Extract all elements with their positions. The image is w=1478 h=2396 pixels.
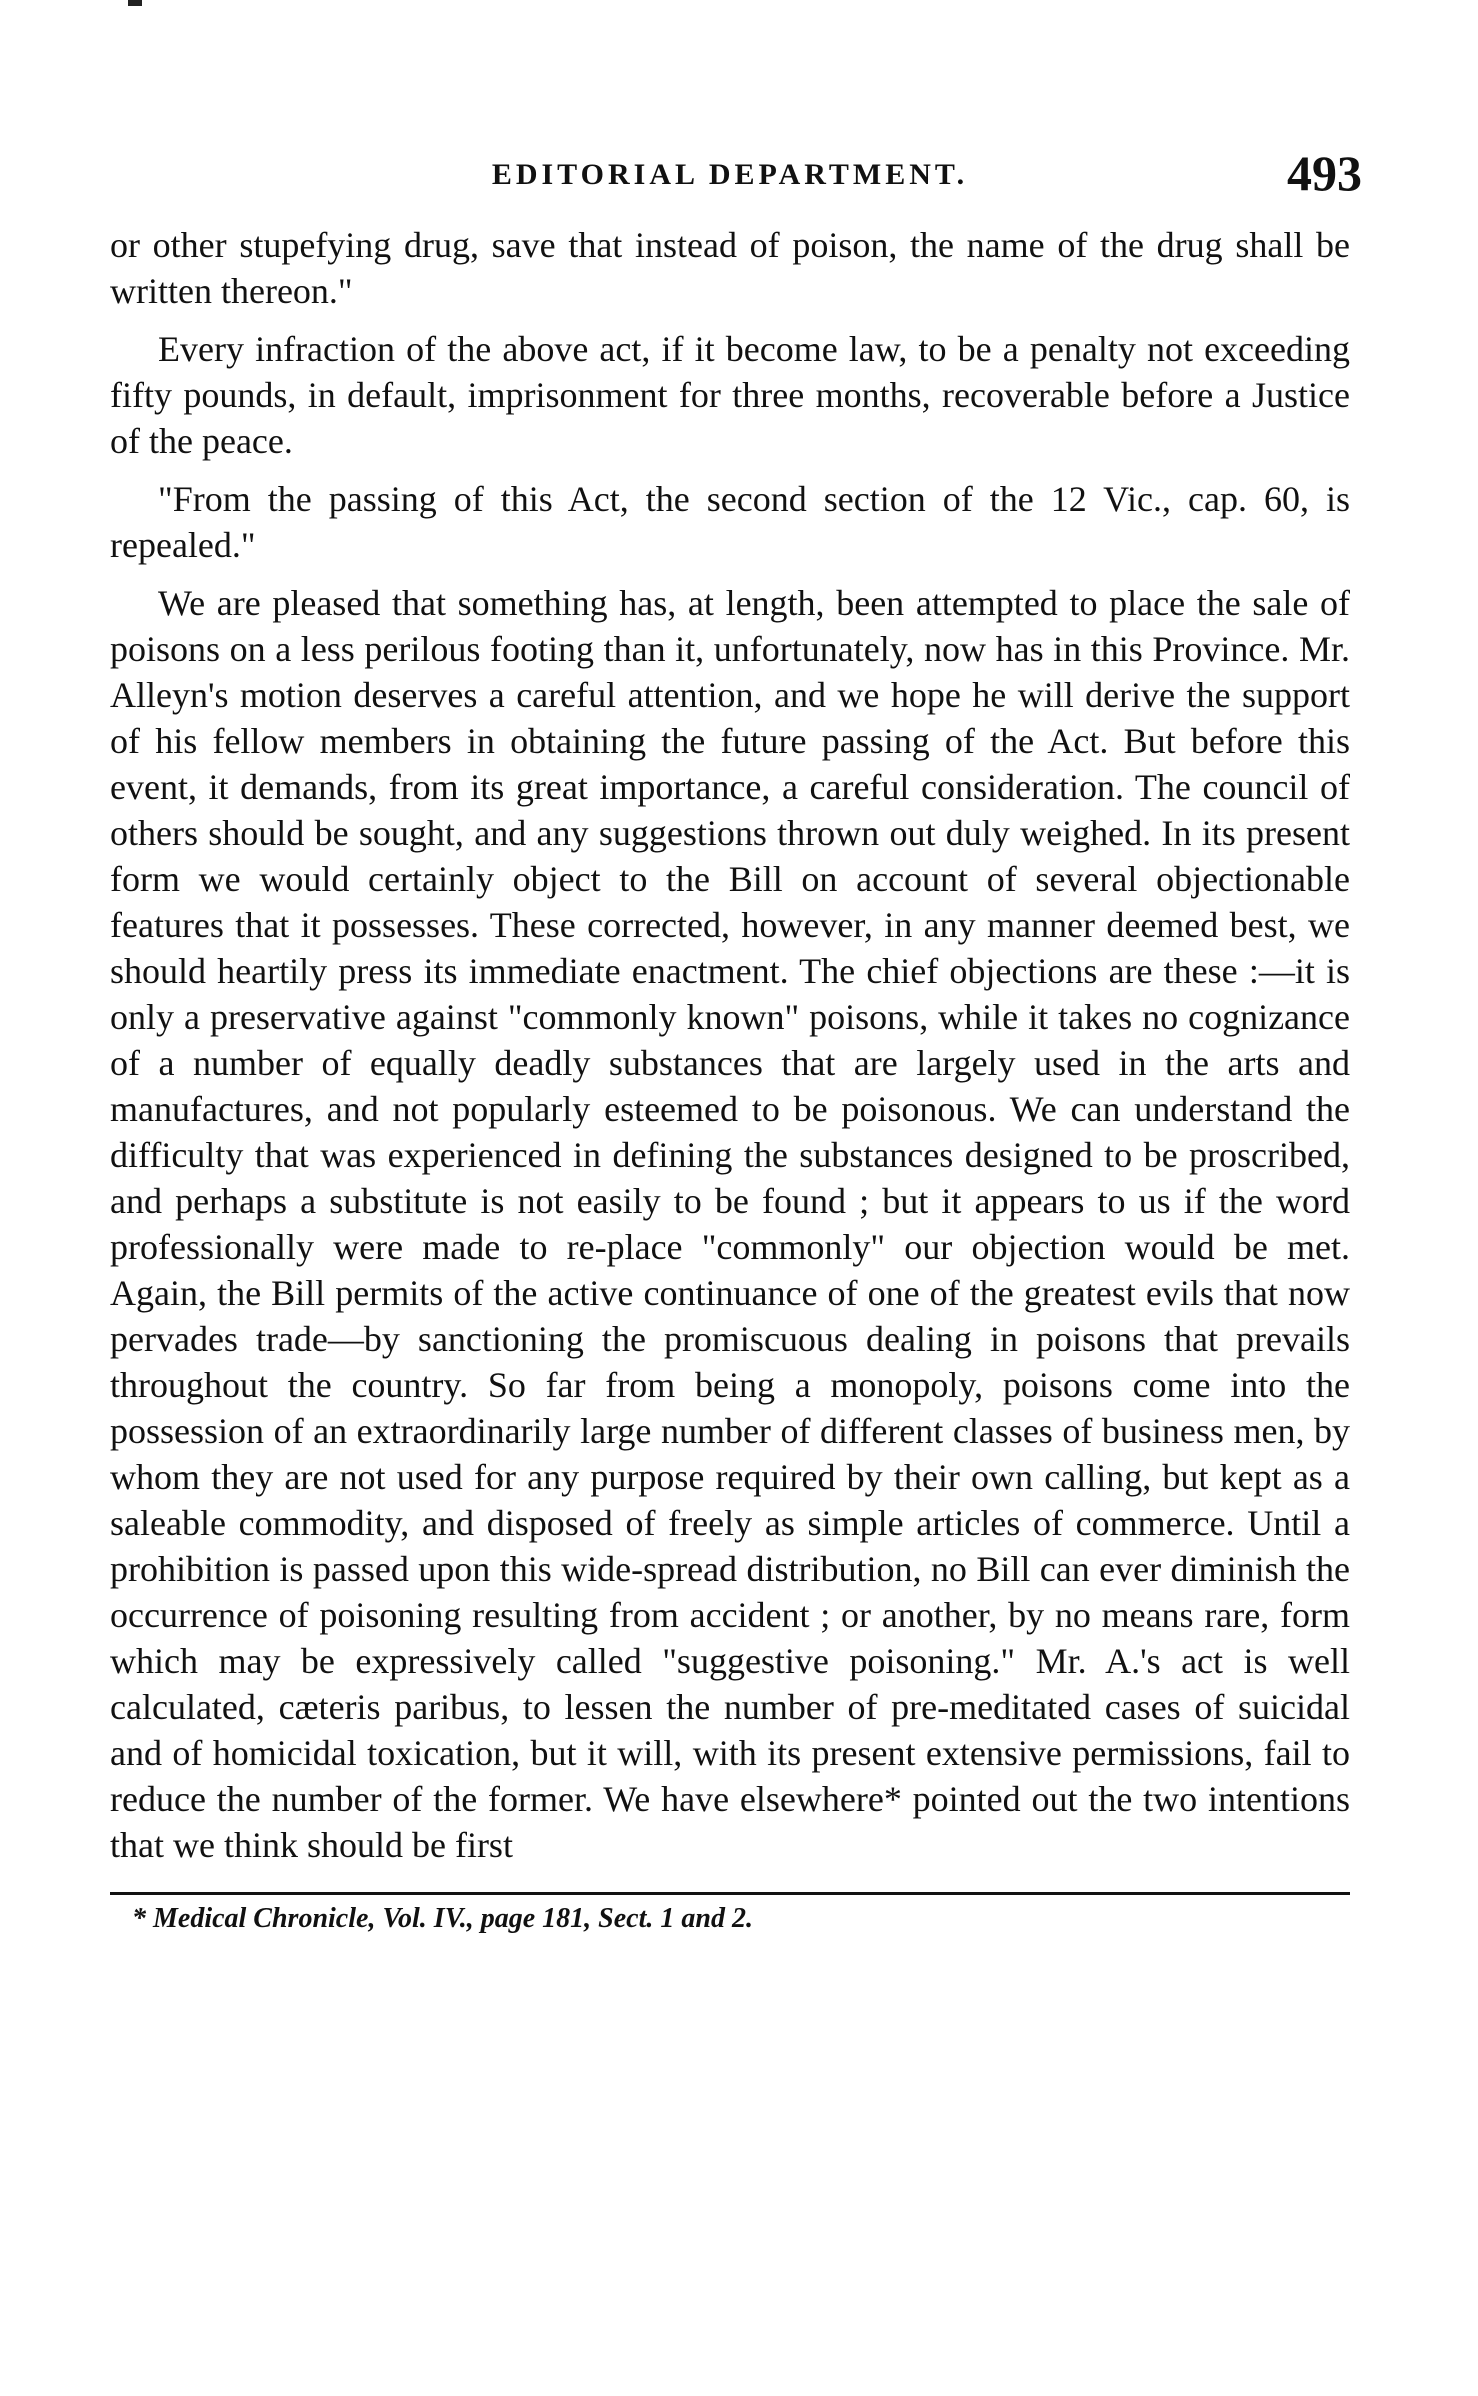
print-mark — [128, 0, 142, 6]
paragraph-penalty: Every infraction of the above act, if it become law, to be a penalty not exceeding fifty pounds, in default, imprisonment for three months, recoverable before a Justice of the peace. — [110, 329, 1350, 461]
footnote-rule — [110, 1892, 1350, 1895]
paragraph-repeal: "From the passing of this Act, the second section of the 12 Vic., cap. 60, is repealed." — [110, 479, 1350, 565]
paragraph-continuation: or other stupefying drug, save that instead of poison, the name of the drug shall be written thereon." — [110, 225, 1350, 311]
page-header — [110, 145, 1362, 212]
page-number: 493 — [1287, 145, 1362, 201]
document-page — [110, 145, 1362, 1937]
running-head: EDITORIAL DEPARTMENT. — [491, 158, 969, 191]
body-text — [110, 222, 1350, 1868]
footnote: * Medical Chronicle, Vol. IV., page 181, Sect. 1 and 2. — [132, 1903, 753, 1934]
paragraph-editorial: We are pleased that something has, at length, been attempted to place the sale of poisons on a less perilous footing than it, unfortunately, now has in this Province. Mr. Alleyn's motion deserves a careful attention, and we hope he will derive the support of his fellow members in obtaining the future passing of the Act. But before this event, it demands, from its great importance, a careful consideration. The council of others should be sought, and any suggestions thrown out duly weighed. In its present form we would certainly object to the Bill on account of several objectionable features that it possesses. These corrected, however, in any manner deemed best, we should heartily press its immediate enactment. The chief objections are these :—it is only a preservative against "commonly known" poisons, while it takes no cognizance of a number of equally deadly substances that are largely used in the arts and manufactures, and not popularly esteemed to be poisonous. We can understand the difficulty that was experienced in defining the substances designed to be proscribed, and perhaps a substitute is not easily to be found ; but it appears to us if the word professionally were made to re-place "commonly" our objection would be met. Again, the Bill permits of the active continuance of one of the greatest evils that now pervades trade—by sanctioning the promiscuous dealing in poisons that prevails throughout the country. So far from being a monopoly, poisons come into the possession of an extraordinarily large number of different classes of business men, by whom they are not used for any purpose required by their own calling, but kept as a saleable commodity, and disposed of freely as simple articles of commerce. Until a prohibition is passed upon this wide-spread distribution, no Bill can ever diminish the occurrence of poisoning resulting from accident ; or another, by no means rare, form which may be expressively called "suggestive poisoning." Mr. A.'s act is well calculated, cæteris paribus, to lessen the number of pre-meditated cases of suicidal and of homicidal toxication, but it will, with its present extensive permissions, fail to reduce the number of the former. We have elsewhere* pointed out the two intentions that we think should be first — [110, 583, 1350, 1865]
